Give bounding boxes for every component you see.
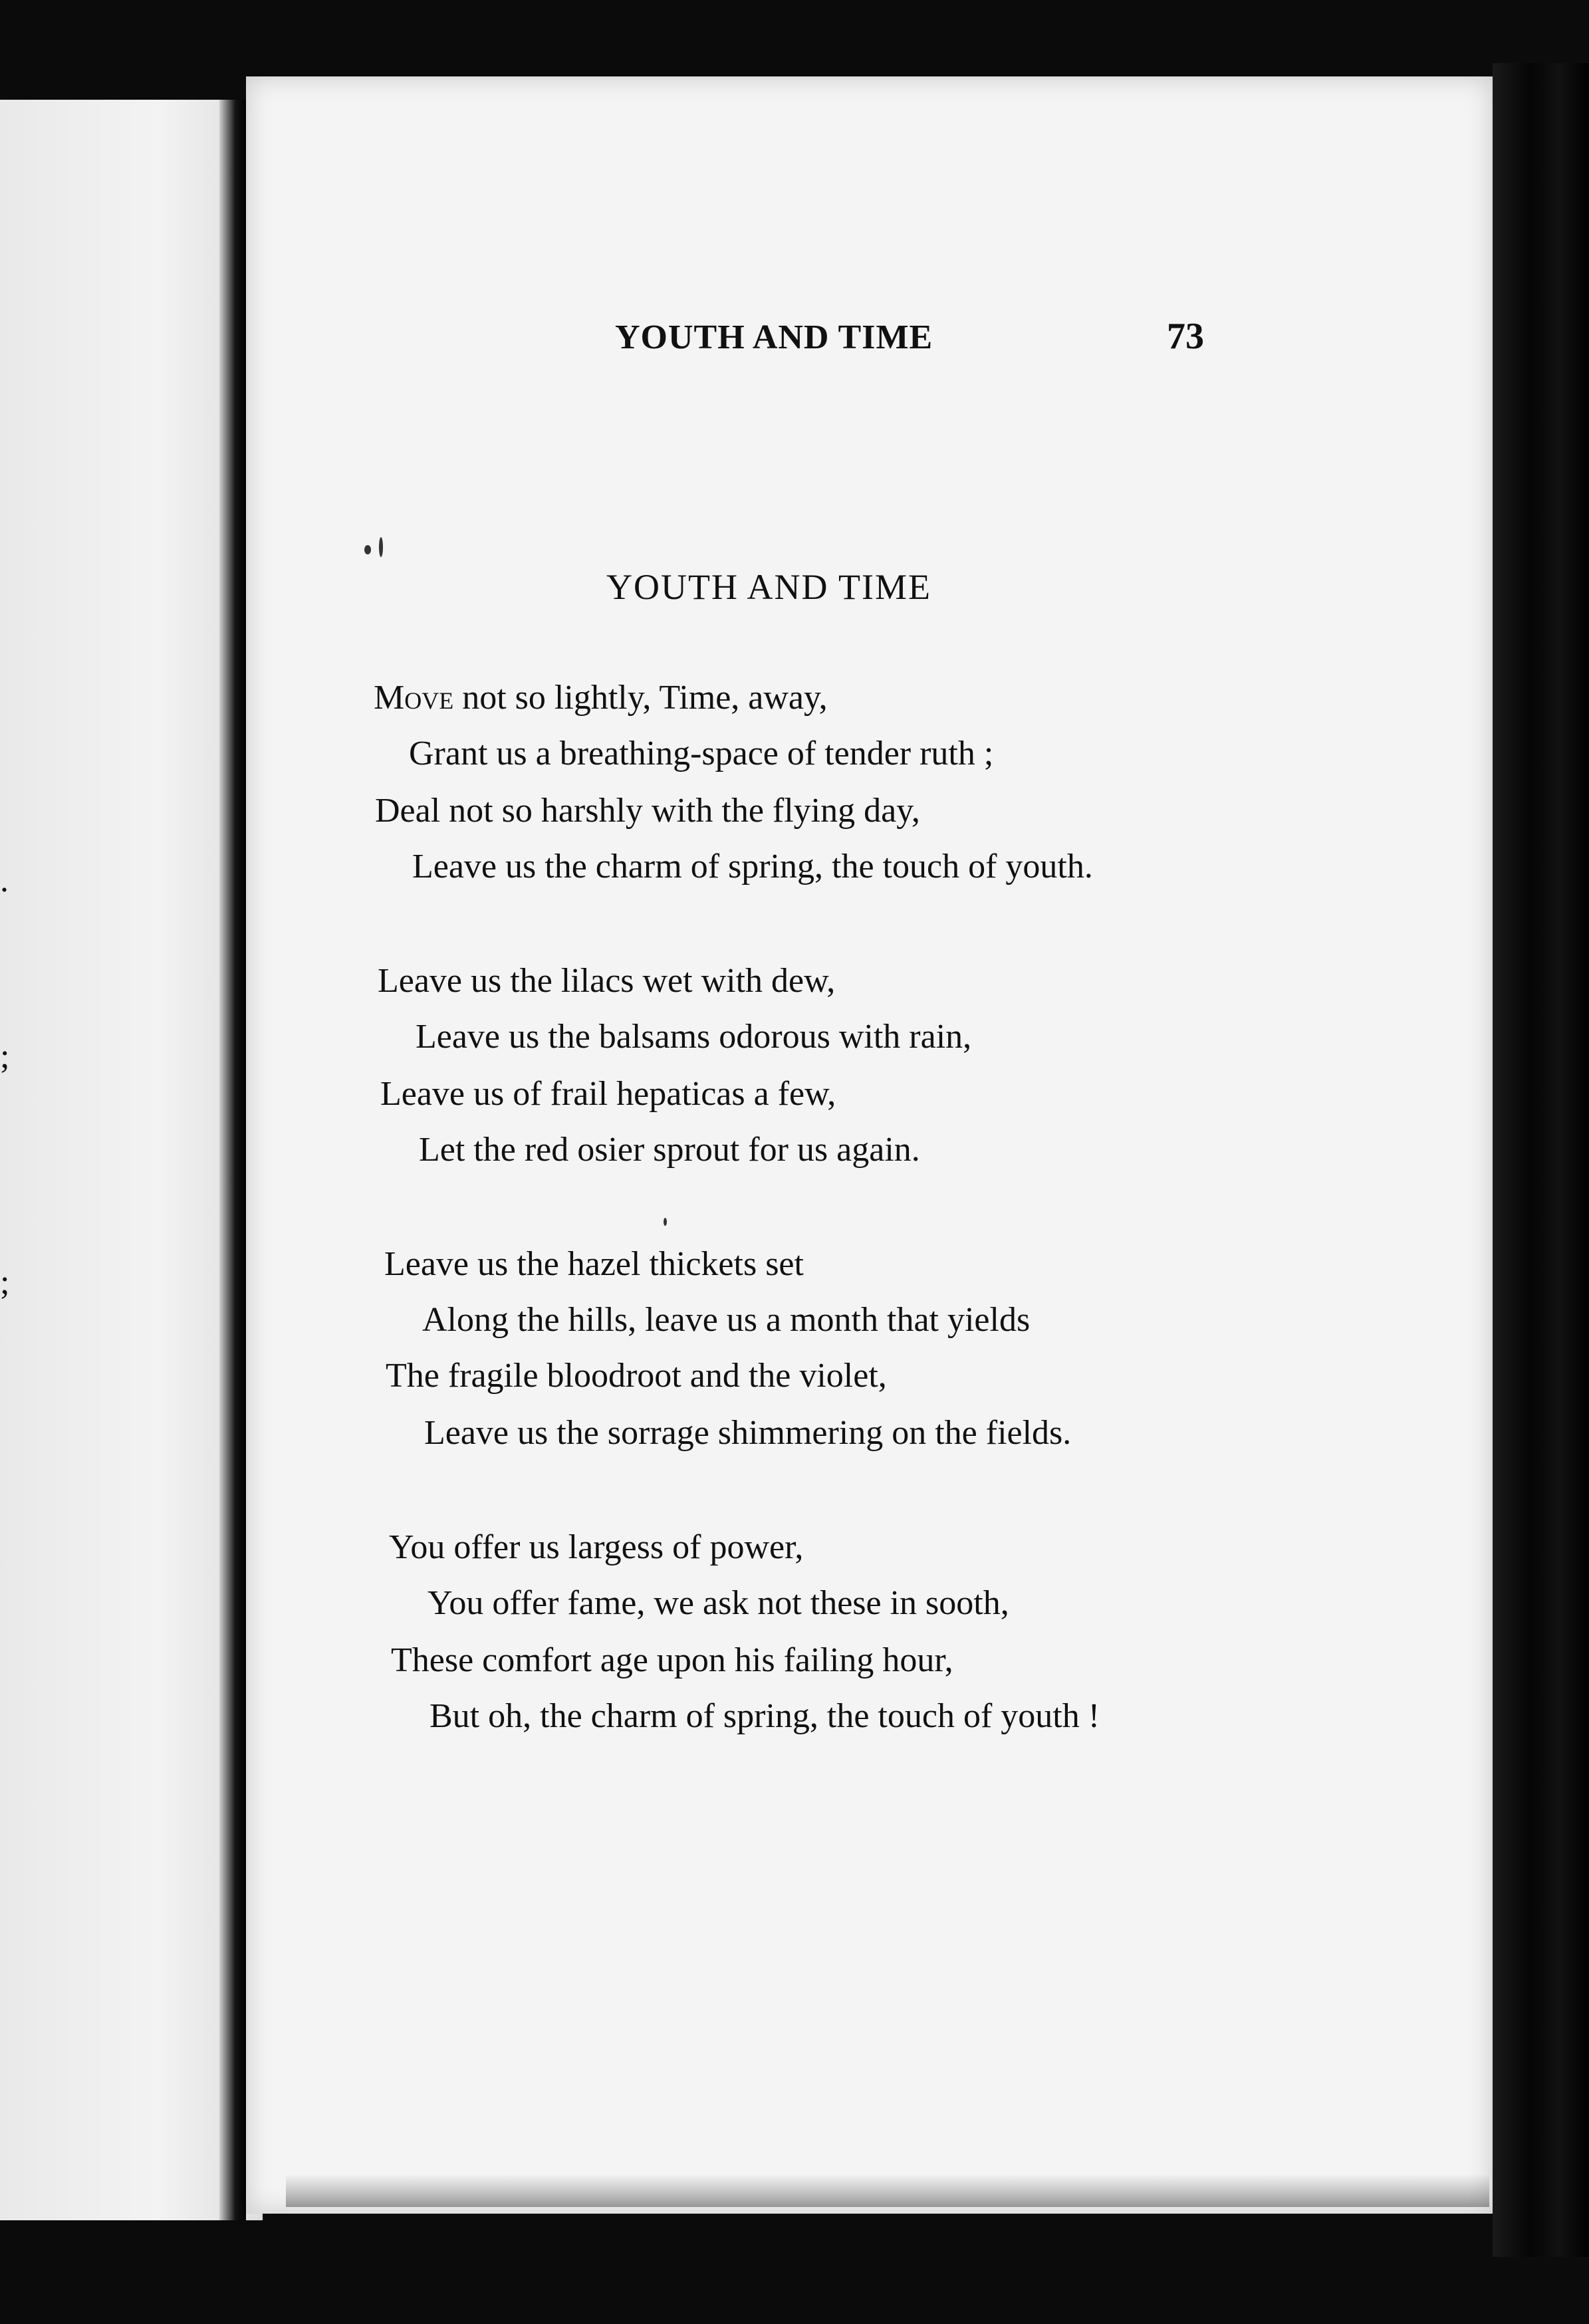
poem-line: These comfort age upon his failing hour, <box>391 1641 953 1679</box>
poem-title: YOUTH AND TIME <box>606 567 931 607</box>
book-gutter <box>219 100 246 2220</box>
page-number: 73 <box>1167 316 1204 357</box>
page-bottom-shadow <box>286 2174 1489 2207</box>
poem-line: But oh, the charm of spring, the touch of youth ! <box>429 1697 1100 1735</box>
poem-line: Leave us the lilacs wet with dew, <box>378 962 836 1000</box>
previous-page-mark: ; <box>0 1038 10 1076</box>
poem-line: Leave us the hazel thickets set <box>384 1245 804 1283</box>
poem-line: Deal not so harshly with the flying day, <box>375 792 920 830</box>
poem-line: Grant us a breathing-space of tender ruth ; <box>409 735 994 772</box>
poem-line: Move not so lightly, Time, away, <box>374 679 828 717</box>
poem-line: You offer fame, we ask not these in sooth, <box>428 1584 1009 1622</box>
poem-line: You offer us largess of power, <box>389 1528 804 1566</box>
poem-line: Let the red osier sprout for us again. <box>419 1131 920 1169</box>
poem-line: Leave us the charm of spring, the touch of youth. <box>412 848 1093 885</box>
page-edge <box>1493 63 1589 2257</box>
first-word: Move <box>374 679 454 717</box>
scan-speck <box>379 537 383 557</box>
poem-line: Leave us the balsams odorous with rain, <box>416 1018 972 1056</box>
poem-line: The fragile bloodroot and the violet, <box>386 1357 887 1395</box>
running-head: YOUTH AND TIME <box>615 318 933 356</box>
poem-line: Along the hills, leave us a month that yields <box>422 1301 1031 1339</box>
scan-speck <box>364 545 371 554</box>
poem-line: Leave us of frail hepaticas a few, <box>380 1075 836 1113</box>
previous-page-mark: . <box>0 862 9 899</box>
scan-speck <box>664 1218 667 1226</box>
poem-line: Leave us the sorrage shimmering on the fields. <box>424 1414 1072 1452</box>
previous-page-mark: ; <box>0 1264 10 1302</box>
